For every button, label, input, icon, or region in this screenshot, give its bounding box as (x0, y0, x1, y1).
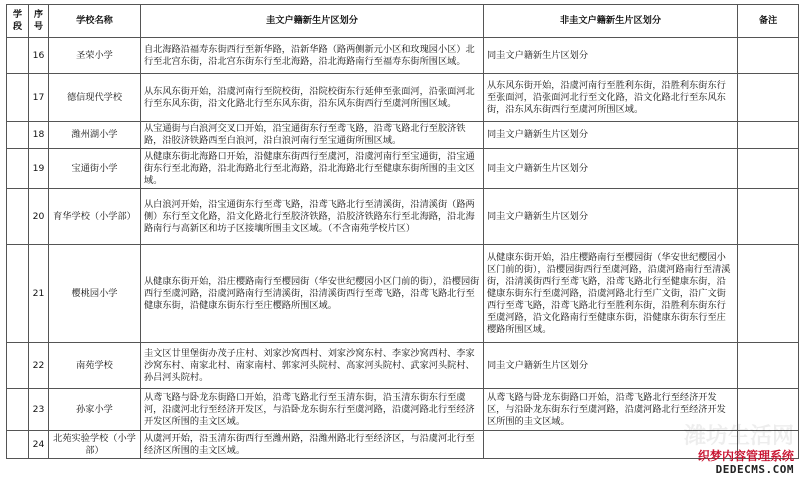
xueduan-cell (7, 122, 29, 149)
xueduan-cell (7, 431, 29, 459)
table-header-row (7, 5, 799, 38)
remark-cell (738, 38, 799, 74)
fei-zone-text: 同圭文户籍新生片区划分 (484, 38, 738, 74)
fei-zone-text: 从东风东街开始，沿虞河南行至胜利东街，沿胜利东街东行至张面河，沿张面河北行至文化路，沿文化路北行至东风东街，沿东风东街西行至虞河所围区域。 (484, 74, 738, 122)
xueduan-cell (7, 189, 29, 245)
fei-zone-text: 同圭文户籍新生片区划分 (484, 122, 738, 149)
remark-cell (738, 74, 799, 122)
table-row (7, 74, 799, 122)
row-number: 20 (29, 189, 49, 245)
table-row (7, 189, 799, 245)
guiwen-zone-text: 从鸢飞路与卧龙东街路口开始，沿鸢飞路北行至玉清东街，沿玉清东街东行至虞河，沿虞河北行至经济开发区，与沿卧龙东街东行至虞河路，沿虞河路北行至经济开发区所围的圭文区域。 (141, 389, 484, 431)
table-row (7, 431, 799, 459)
remark-cell (738, 122, 799, 149)
school-name: 圣荣小学 (49, 38, 141, 74)
school-zoning-table (6, 4, 799, 459)
xueduan-cell (7, 74, 29, 122)
school-name: 北苑实验学校（小学部） (49, 431, 141, 459)
xueduan-cell (7, 389, 29, 431)
header-xueduan: 学段 (7, 5, 29, 38)
school-name: 南苑学校 (49, 343, 141, 389)
header-xuhao: 序号 (29, 5, 49, 38)
xueduan-cell (7, 343, 29, 389)
watermark-url: DEDECMS.COM (715, 463, 794, 476)
fei-zone-text: 同圭文户籍新生片区划分 (484, 343, 738, 389)
fei-zone-text: 同圭文户籍新生片区划分 (484, 189, 738, 245)
table-row (7, 38, 799, 74)
row-number: 23 (29, 389, 49, 431)
table-row (7, 149, 799, 189)
fei-zone-text: 同圭文户籍新生片区划分 (484, 149, 738, 189)
guiwen-zone-text: 从健康东街北海路口开始，沿健康东街西行至虞河，沿虞河南行至宝通街，沿宝通街东行至北海路，沿北海路北行至北海路，沿北海路北行至健康东街所围的圭文区域。 (141, 149, 484, 189)
guiwen-zone-text: 自北海路沿福寿东街西行至新华路，沿新华路（路两侧新元小区和玫瑰园小区）北行至北宫东街，沿北宫东街东行至北海路，沿北海路南行至福寿东街所围区域。 (141, 38, 484, 74)
school-name: 宝通街小学 (49, 149, 141, 189)
remark-cell (738, 245, 799, 343)
school-name: 樱桃园小学 (49, 245, 141, 343)
school-name: 育华学校（小学部） (49, 189, 141, 245)
row-number: 17 (29, 74, 49, 122)
xueduan-cell (7, 38, 29, 74)
remark-cell (738, 343, 799, 389)
remark-cell (738, 189, 799, 245)
guiwen-zone-text: 从健康东街开始，沿庄樱路南行至樱园街（华安世纪樱园小区门前的街），沿樱园街西行至虞河路，沿虞河路南行至清溪街，沿清溪街西行至鸢飞路，沿鸢飞路北行至健康东街，沿健康东街东行至庄樱路所围区域。 (141, 245, 484, 343)
row-number: 22 (29, 343, 49, 389)
xueduan-cell (7, 149, 29, 189)
remark-cell (738, 149, 799, 189)
row-number: 16 (29, 38, 49, 74)
row-number: 21 (29, 245, 49, 343)
row-number: 19 (29, 149, 49, 189)
table-row (7, 122, 799, 149)
fei-zone-text: 从鸢飞路与卧龙东街路口开始，沿鸢飞路北行至经济开发区，与沿卧龙东街东行至虞河路，沿虞河路北行至经济开发区所围的圭文区域。 (484, 389, 738, 431)
header-fei-zone: 非圭文户籍新生片区划分 (484, 5, 738, 38)
school-name: 潍州湖小学 (49, 122, 141, 149)
guiwen-zone-text: 从虞河开始，沿玉清东街西行至潍州路，沿潍州路北行至经济区，与沿虞河北行至经济区所围的圭文区域。 (141, 431, 484, 459)
header-guiwen-zone: 圭文户籍新生片区划分 (141, 5, 484, 38)
school-name: 孙家小学 (49, 389, 141, 431)
xueduan-cell (7, 245, 29, 343)
watermark-site-name: 潍坊生活网 (683, 424, 794, 449)
school-name: 德信现代学校 (49, 74, 141, 122)
row-number: 18 (29, 122, 49, 149)
fei-zone-text: 从健康东街开始，沿庄樱路南行至樱园街（华安世纪樱园小区门前的街），沿樱园街西行至虞河路，沿虞河路南行至清溪街，沿清溪街西行至鸢飞路，沿鸢飞路北行至健康东街，沿健康东街东行至虞河路，沿虞河路北行至广文街，沿广文街西行至鸢飞路，沿鸢飞路北行至胜利东街，沿胜利东街东行至虞河路，沿文化路南行至健康东街，沿健康东街东行至庄樱路所围区域。 (484, 245, 738, 343)
guiwen-zone-text: 从白浪河开始，沿宝通街东行至鸢飞路，沿鸢飞路北行至清溪街，沿清溪街（路两侧）东行至文化路，沿文化路北行至胶济铁路，沿胶济铁路东行至北海路，沿北海路南行与高新区和坊子区接壤所围圭文区域。（不含南苑学校片区） (141, 189, 484, 245)
table-row (7, 343, 799, 389)
header-school: 学校名称 (49, 5, 141, 38)
guiwen-zone-text: 从宝通街与白浪河交叉口开始，沿宝通街东行至鸢飞路，沿鸢飞路北行至胶济铁路，沿胶济铁路西至白浪河，沿白浪河南行至宝通街所围区域。 (141, 122, 484, 149)
watermark-cms-name: 织梦内容管理系统 (697, 449, 794, 463)
guiwen-zone-text: 圭文区廿里堡街办茂子庄村、刘家沙窝西村、刘家沙窝东村、李家沙窝西村、李家沙窝东村、南家北村、南家南村、郭家河头院村、高家河头院村、武家河头院村、孙吕河头院村。 (141, 343, 484, 389)
header-remark: 备注 (738, 5, 799, 38)
table-row (7, 245, 799, 343)
guiwen-zone-text: 从东风东街开始，沿虞河南行至院校街，沿院校街东行延伸至张面河，沿张面河北行至东风东街，沿文化路北行至东风东街，沿东风东街西行至虞河所围区域。 (141, 74, 484, 122)
watermark (684, 425, 794, 476)
table-row (7, 389, 799, 431)
row-number: 24 (29, 431, 49, 459)
